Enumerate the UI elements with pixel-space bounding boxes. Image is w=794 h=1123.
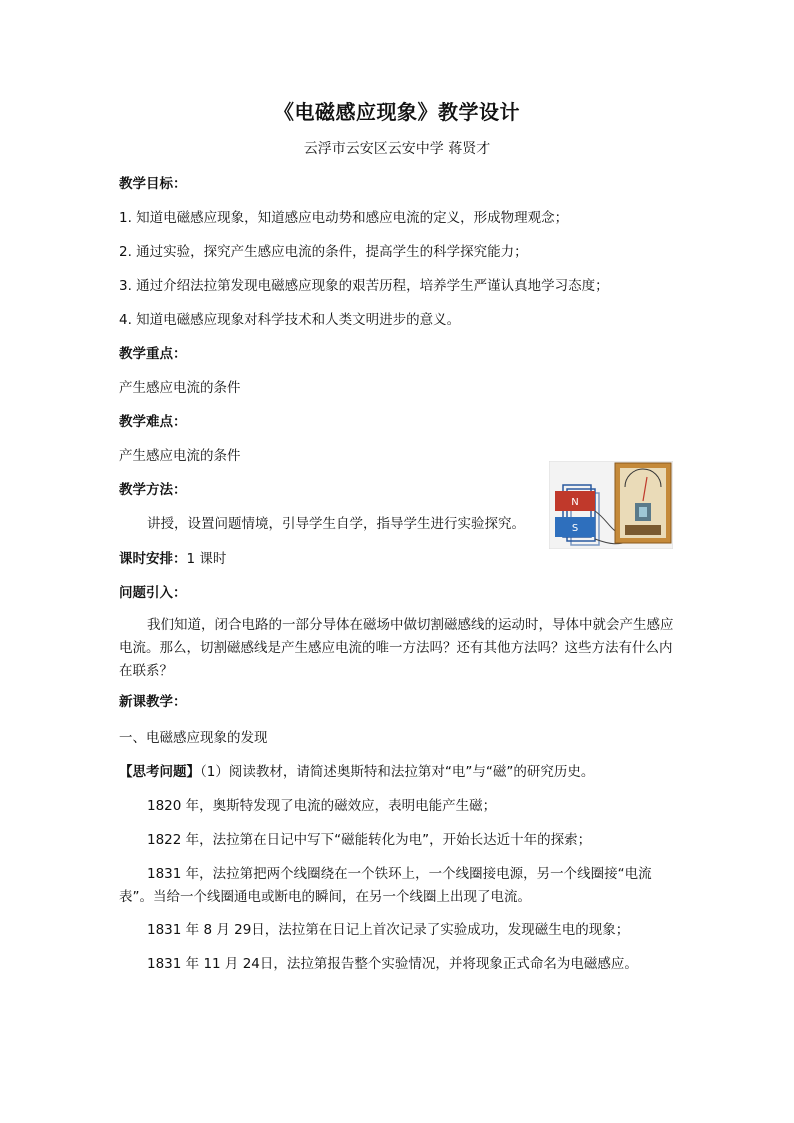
method-heading: 教学方法： [119,482,187,498]
intro-paragraph: 我们知道，闭合电路的一部分导体在磁场中做切割磁感线的运动时，导体中就会产生感应电流。那么，切割磁感线是产生感应电流的唯一方法吗？还有其他方法吗？这些方法有什么内在联系？ [119,617,674,679]
document-title: 《电磁感应现象》教学设计 [274,100,520,124]
galvanometer-icon [615,463,671,543]
magnet-north-label: N [571,497,579,508]
key-point-text: 产生感应电流的条件 [119,380,241,396]
author-line: 云浮市云安区云安中学 蒋贤才 [303,141,491,157]
objectives-heading: 教学目标： [119,176,187,192]
history-item: 1831 年，法拉第把两个线圈绕在一个铁环上，一个线圈接电源，另一个线圈接“电流表”。当给一个线圈通电或断电的瞬间，在另一个线圈上出现了电流。 [119,866,652,905]
objective-item: 1. 知道电磁感应现象，知道感应电动势和感应电流的定义，形成物理观念； [119,210,569,226]
method-text: 讲授，设置问题情境，引导学生自学，指导学生进行实验探究。 [147,516,525,532]
objective-item: 2. 通过实验，探究产生感应电流的条件，提高学生的科学探究能力； [119,244,528,260]
history-item: 1831 年 8 月 29日，法拉第在日记上首次记录了实验成功，发现磁生电的现象； [147,922,630,938]
magnet-south-label: S [571,523,579,534]
question-label: 【思考问题】 [119,764,200,780]
section-heading: 一、电磁感应现象的发现 [119,730,268,746]
history-item: 1822 年，法拉第在日记中写下“磁能转化为电”，开始长达近十年的探索； [147,832,592,848]
objective-item: 3. 通过介绍法拉第发现电磁感应现象的艰苦历程，培养学生严谨认真地学习态度； [119,278,609,294]
objective-item: 4. 知道电磁感应现象对科学技术和人类文明进步的意义。 [119,312,461,328]
key-point-heading: 教学重点： [119,346,187,362]
new-lesson-heading: 新课教学： [119,694,187,710]
experiment-figure [549,461,673,549]
schedule-heading: 课时安排： [119,551,187,567]
question-text: （1）阅读教材，请简述奥斯特和法拉第对“电”与“磁”的研究历史。 [200,764,595,780]
difficulty-heading: 教学难点： [119,414,187,430]
schedule-line [119,551,226,568]
difficulty-text: 产生感应电流的条件 [119,448,241,464]
history-item: 1820 年，奥斯特发现了电流的磁效应，表明电能产生磁； [147,798,497,814]
intro-heading: 问题引入： [119,585,187,601]
history-item: 1831 年 11 月 24日，法拉第报告整个实验情况，并将现象正式命名为电磁感应。 [147,956,638,972]
schedule-text: 1 课时 [186,551,227,567]
think-question [119,764,594,781]
